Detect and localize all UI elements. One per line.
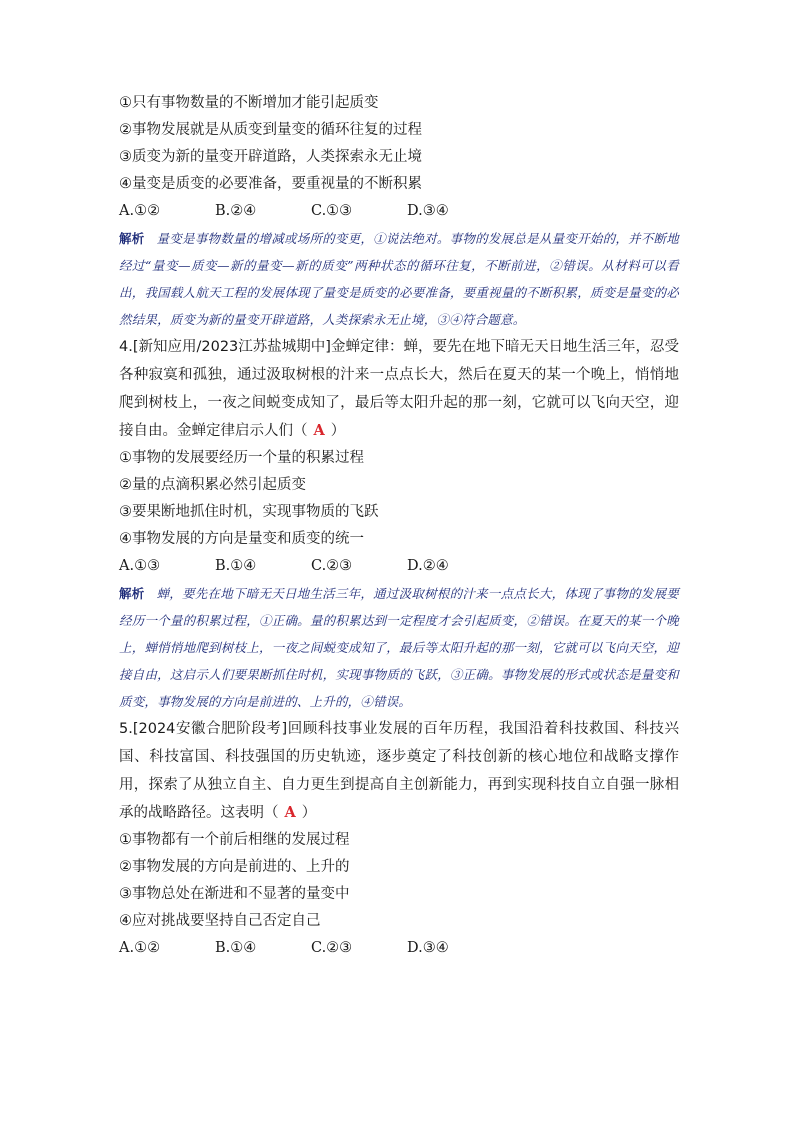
q4-stem <box>119 333 679 445</box>
q4-explanation-label: 解析 <box>119 586 145 601</box>
q5-option-d: D.③④ <box>407 940 449 956</box>
q5-option-a: A.①② <box>119 940 161 956</box>
q4-stem-text: 4.[新知应用/2023江苏盐城期中]金蝉定律：蝉，要先在地下暗无天日地生活三年，忍受各种寂寞和孤独，通过汲取树根的汁来一点点长大，然后在夏天的某一个晚上，悄悄地爬到树枝上，一夜之间蜕变成知了，最后等太阳升起的那一刻，它就可以飞向天空，迎接自由。金蝉定律启示人们（ <box>119 339 679 439</box>
q4-option-c: C.②③ <box>311 558 353 574</box>
q5-statement-4: ④应对挑战要坚持自己否定自己 <box>119 913 321 929</box>
q5-statement-1: ①事物都有一个前后相继的发展过程 <box>119 832 350 848</box>
q4-stem-close: ） <box>330 423 346 439</box>
q4-statement-3: ③要果断地抓住时机，实现事物质的飞跃 <box>119 504 379 520</box>
q3-statements <box>119 90 679 198</box>
q3-option-b: B.②④ <box>215 203 257 219</box>
q5-statement-2: ②事物发展的方向是前进的、上升的 <box>119 859 350 875</box>
q4-statement-1: ①事物的发展要经历一个量的积累过程 <box>119 450 364 466</box>
q3-statement-2: ②事物发展就是从质变到量变的循环往复的过程 <box>119 122 422 138</box>
q5-stem-text: 5.[2024安徽合肥阶段考]回顾科技事业发展的百年历程，我国沿着科技救国、科技兴国、科技富国、科技强国的历史轨迹，逐步奠定了科技创新的核心地位和战略支撑作用，探索了从独立自主、自力更生到提高自主创新能力，再到实现科技自立自强一脉相承的战略路径。这表明（ <box>119 721 679 821</box>
q4-answer: A <box>313 422 325 439</box>
q3-option-d: D.③④ <box>407 203 449 219</box>
q3-option-a: A.①② <box>119 203 161 219</box>
q3-explanation <box>119 225 679 333</box>
q3-statement-4: ④量变是质变的必要准备，要重视量的不断积累 <box>119 176 422 192</box>
q4-statement-4: ④事物发展的方向是量变和质变的统一 <box>119 531 364 547</box>
q4-option-a: A.①③ <box>119 558 161 574</box>
q5-options <box>119 935 679 962</box>
q4-options <box>119 553 679 580</box>
q5-option-c: C.②③ <box>311 940 353 956</box>
q5-statements <box>119 827 679 935</box>
q4-explanation <box>119 580 679 715</box>
q4-statement-2: ②量的点滴积累必然引起质变 <box>119 477 306 493</box>
document-page <box>119 90 679 962</box>
q3-option-c: C.①③ <box>311 203 353 219</box>
q5-stem <box>119 715 679 827</box>
q5-statement-3: ③事物总处在渐进和不显著的量变中 <box>119 886 350 902</box>
q3-explanation-label: 解析 <box>119 231 145 246</box>
q4-statements <box>119 445 679 553</box>
q3-explanation-text: 量变是事物数量的增减或场所的变更，①说法绝对。事物的发展总是从量变开始的，并不断地经过“量变—质变—新的量变—新的质变”两种状态的循环往复，不断前进，②错误。从材料可以看出，我国载人航天工程的发展体现了量变是质变的必要准备，要重视量的不断积累，质变是量变的必然结果，质变为新的量变开辟道路，人类探索永无止境，③④符合题意。 <box>119 231 680 327</box>
q5-answer: A <box>284 804 296 821</box>
q4-option-b: B.①④ <box>215 558 257 574</box>
q4-explanation-text: 蝉，要先在地下暗无天日地生活三年，通过汲取树根的汁来一点点长大，体现了事物的发展要经历一个量的积累过程，①正确。量的积累达到一定程度才会引起质变，②错误。在夏天的某一个晚上，蝉悄悄地爬到树枝上，一夜之间蜕变成知了，最后等太阳升起的那一刻，它就可以飞向天空，迎接自由，这启示人们要果断抓住时机，实现事物质的飞跃，③正确。事物发展的形式或状态是量变和质变，事物发展的方向是前进的、上升的，④错误。 <box>119 586 680 709</box>
q5-option-b: B.①④ <box>215 940 257 956</box>
q5-stem-close: ） <box>301 805 317 821</box>
q4-option-d: D.②④ <box>407 558 449 574</box>
q3-statement-1: ①只有事物数量的不断增加才能引起质变 <box>119 95 379 111</box>
q3-options <box>119 198 679 225</box>
q3-statement-3: ③质变为新的量变开辟道路，人类探索永无止境 <box>119 149 422 165</box>
